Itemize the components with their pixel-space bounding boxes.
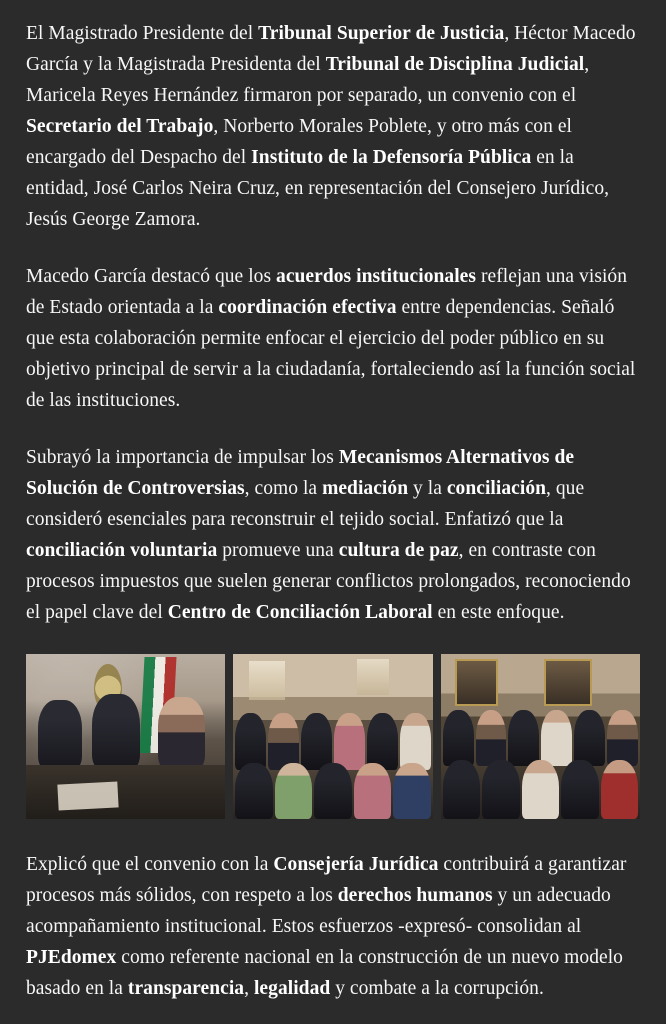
paragraph-2: Macedo García destacó que los acuerdos institucionales reflejan una visión de Estado orientada a la coordinación efectiva entre dependencias. Señaló que esta colaboración permite enfocar el ejercicio del poder público en su objetivo principal de servir a la ciudadanía, fortaleciendo así la función social de las instituciones. bbox=[26, 266, 636, 411]
emphasis-text: conciliación bbox=[446, 478, 547, 499]
emphasis-text: Centro de Conciliación Laboral bbox=[167, 602, 433, 623]
person-figure bbox=[354, 763, 391, 819]
emphasis-text: Mecanismos Alternativos de Solución de Controversias bbox=[26, 447, 575, 499]
window bbox=[249, 661, 285, 701]
person-figure bbox=[301, 713, 332, 769]
person-figure bbox=[92, 694, 140, 770]
audience-row-back bbox=[233, 713, 432, 769]
emphasis-text: legalidad bbox=[253, 978, 331, 999]
emphasis-text: Consejería Jurídica bbox=[273, 854, 439, 875]
audience-row-front bbox=[233, 763, 432, 819]
emphasis-text: derechos humanos bbox=[337, 885, 493, 906]
person-figure bbox=[443, 760, 480, 819]
photo-audience-paintings[interactable] bbox=[441, 654, 640, 819]
photo-audience-hall[interactable] bbox=[233, 654, 432, 819]
audience-row-back bbox=[441, 710, 640, 766]
person-figure bbox=[268, 713, 299, 769]
emphasis-text: Tribunal Superior de Justicia bbox=[258, 23, 505, 44]
person-figure bbox=[400, 713, 431, 769]
person-figure bbox=[314, 763, 351, 819]
documents bbox=[57, 781, 118, 810]
emphasis-text: Secretario del Trabajo bbox=[26, 116, 214, 137]
audience-row-front bbox=[441, 760, 640, 819]
emphasis-text: conciliación voluntaria bbox=[26, 540, 218, 561]
emphasis-text: mediación bbox=[322, 478, 409, 499]
person-figure bbox=[601, 760, 638, 819]
person-figure bbox=[158, 697, 206, 770]
photo-signing-ceremony-dais[interactable] bbox=[26, 654, 225, 819]
emphasis-text: acuerdos institucionales bbox=[276, 266, 477, 287]
emphasis-text: cultura de paz bbox=[338, 540, 459, 561]
person-figure bbox=[443, 710, 474, 766]
person-figure bbox=[541, 710, 572, 766]
person-figure bbox=[235, 713, 266, 769]
person-figure bbox=[334, 713, 365, 769]
window bbox=[357, 659, 389, 695]
emphasis-text: transparencia bbox=[127, 978, 245, 999]
paragraph-4: Explicó que el convenio con la Consejería Jurídica contribuirá a garantizar procesos más sólidos, con respeto a los derechos humanos y un adecuado acompañamiento institucional. Estos esfuerzos -expresó- consolidan al PJEdomex como referente nacional en la construcción de un nuevo modelo basado en la transparencia, legalidad y combate a la corrupción. bbox=[26, 854, 627, 999]
person-figure bbox=[367, 713, 398, 769]
paragraph-3: Subrayó la importancia de impulsar los Mecanismos Alternativos de Solución de Controversias, como la mediación y la conciliación, que consideró esenciales para reconstruir el tejido social. Enfatizó que la conciliación voluntaria promueve una cultura de paz, en contraste con procesos impuestos que suelen generar conflictos prolongados, reconociendo el papel clave del Centro de Conciliación Laboral en este enfoque. bbox=[26, 447, 631, 623]
painting-frame bbox=[544, 659, 592, 706]
person-figure bbox=[235, 763, 272, 819]
table-surface bbox=[26, 765, 225, 819]
paragraph-1: El Magistrado Presidente del Tribunal Superior de Justicia, Héctor Macedo García y la Magistrada Presidenta del Tribunal de Disciplina Judicial, Maricela Reyes Hernández firmaron por separado, un convenio con el Secretario del Trabajo, Norberto Morales Poblete, y otro más con el encargado del Despacho del Instituto de la Defensoría Pública en la entidad, José Carlos Neira Cruz, en representación del Consejero Jurídico, Jesús George Zamora. bbox=[26, 23, 636, 230]
person-figure bbox=[275, 763, 312, 819]
person-figure bbox=[561, 760, 598, 819]
emphasis-text: Instituto de la Defensoría Pública bbox=[251, 147, 532, 168]
painting-frame bbox=[455, 659, 499, 706]
emphasis-text: coordinación efectiva bbox=[218, 297, 397, 318]
photo-gallery bbox=[26, 654, 640, 819]
person-figure bbox=[476, 710, 507, 766]
person-figure bbox=[607, 710, 638, 766]
person-figure bbox=[482, 760, 519, 819]
person-figure bbox=[574, 710, 605, 766]
person-figure bbox=[393, 763, 430, 819]
person-figure bbox=[38, 700, 82, 769]
emphasis-text: Tribunal de Disciplina Judicial bbox=[325, 54, 585, 75]
person-figure bbox=[522, 760, 559, 819]
emphasis-text: PJEdomex bbox=[26, 947, 117, 968]
person-figure bbox=[508, 710, 539, 766]
